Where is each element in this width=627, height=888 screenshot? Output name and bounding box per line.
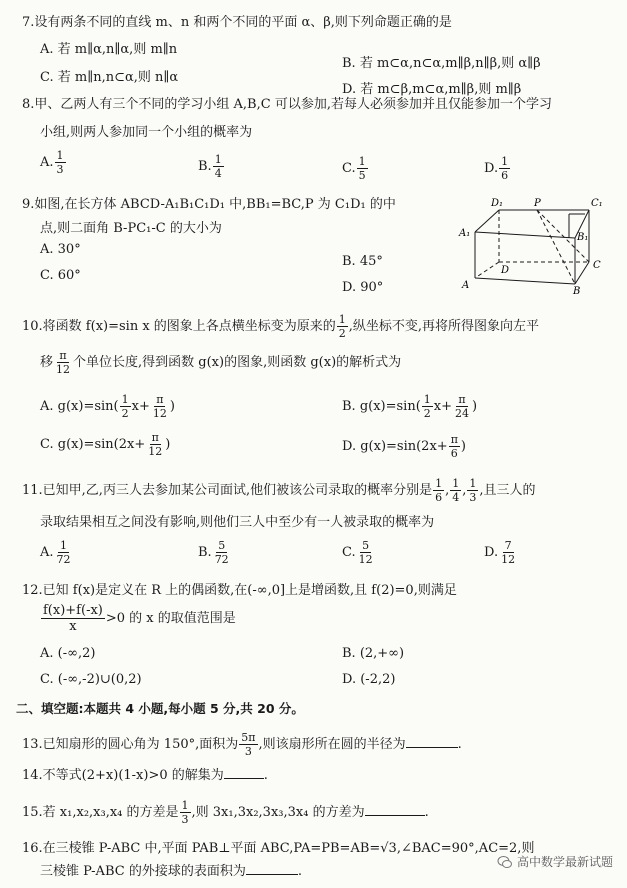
q14: 14.不等式(2+x)(1-x)>0 的解集为 . — [22, 768, 268, 783]
q15: 15.若 x₁,x₂,x₃,x₄ 的方差是 $\frac{1}{3}$ ,则 3x₁,3x₂,3x₃,3x₄ 的方差为 . — [22, 799, 429, 826]
q7-option-a: A. 若 m∥α,n∥α,则 m∥n — [40, 42, 178, 57]
q11-option-b: B. $\frac{5}{72}$ — [198, 539, 229, 566]
q13-answer-blank[interactable] — [406, 735, 458, 748]
q10-stem-line1: 10.将函数 f(x)=sin x 的图象上各点横坐标变为原来的 $\frac{1}{2}$ ,纵坐标不变,再将所得图象向左平 — [22, 313, 540, 340]
cuboid-figure — [455, 196, 615, 296]
q7-option-c: C. 若 m∥n,n⊂α,则 n∥α — [40, 70, 179, 85]
label-d1: D₁ — [491, 198, 504, 209]
q12-stem-line1: 12.已知 f(x)是定义在 R 上的偶函数,在(-∞,0]上是增函数,且 f(2)=0,则满足 — [22, 583, 457, 598]
q12-option-a: A. (-∞,2) — [40, 646, 96, 661]
q16-line2: 三棱锥 P-ABC 的外接球的表面积为 . — [40, 864, 302, 879]
q9-option-b: B. 45° — [342, 254, 383, 269]
label-a: A — [462, 280, 470, 291]
q15-answer-blank[interactable] — [365, 803, 425, 816]
label-d: D — [501, 265, 510, 276]
q8-stem-line1: 8.甲、乙两人有三个不同的学习小组 A,B,C 可以参加,若每人必须参加并且仅能参加一个学习 — [22, 97, 552, 112]
q9-option-c: C. 60° — [40, 268, 81, 283]
q8-stem-line2: 小组,则两人参加同一个小组的概率为 — [40, 125, 253, 140]
q9-stem-line2: 点,则二面角 B-PC₁-C 的大小为 — [40, 221, 222, 236]
q16-line1: 16.在三棱锥 P-ABC 中,平面 PAB⊥平面 ABC,PA=PB=AB=√3,∠BAC=90°,AC=2,则 — [22, 841, 535, 856]
q9-option-d: D. 90° — [342, 280, 384, 295]
label-p: P — [534, 198, 541, 209]
label-c: C — [593, 260, 601, 271]
q10-option-c: C. g(x)=sin(2x+ $\frac{\pi}{12}$ ) — [40, 431, 171, 458]
q12-stem-line2: $\frac{f(x)+f(-x)}{x}$ >0 的 x 的取值范围是 — [43, 603, 236, 634]
watermark-text: 高中数学最新试题 — [516, 855, 613, 869]
q9-stem-line1: 9.如图,在长方体 ABCD-A₁B₁C₁D₁ 中,BB₁=BC,P 为 C₁D₁ 的中 — [22, 197, 396, 212]
q11-stem-line2: 录取结果相互之间没有影响,则他们三人中至少有一人被录取的概率为 — [40, 515, 435, 530]
q14-answer-blank[interactable] — [224, 766, 264, 779]
q7-option-b: B. 若 m⊂α,n⊂α,m∥β,n∥β,则 α∥β — [342, 56, 541, 71]
label-b1: B₁ — [577, 232, 589, 243]
q8-option-d: D. $\frac{1}{6}$ — [484, 155, 509, 182]
watermark — [497, 853, 613, 870]
q7-option-d: D. 若 m⊂β,m⊂α,m∥β,则 m∥β — [342, 82, 522, 97]
q10-option-b: B. g(x)=sin( $\frac{1}{2}$ x+ $\frac{\pi}{24}$ ) — [342, 393, 478, 420]
q16-answer-blank[interactable] — [246, 862, 298, 875]
q8-option-a: A. $\frac{1}{3}$ — [40, 149, 64, 176]
q11-option-a: A. $\frac{1}{72}$ — [40, 539, 71, 566]
q9-option-a: A. 30° — [40, 242, 81, 257]
q10-option-d: D. g(x)=sin(2x+ $\frac{\pi}{6}$ ) — [342, 433, 466, 460]
wechat-icon — [497, 854, 513, 870]
q10-stem-line2: 移 $\frac{\pi}{12}$ 个单位长度,得到函数 g(x)的图象,则函数 g(x)的解析式为 — [40, 349, 402, 376]
q8-option-c: C. $\frac{1}{5}$ — [342, 155, 366, 182]
q12-option-d: D. (-2,2) — [342, 672, 396, 687]
q12-option-b: B. (2,+∞) — [342, 646, 405, 661]
label-a1: A₁ — [459, 228, 471, 239]
q12-option-c: C. (-∞,-2)∪(0,2) — [40, 672, 142, 687]
label-c1: C₁ — [591, 198, 603, 209]
q10-option-a: A. g(x)=sin( $\frac{1}{2}$ x+ $\frac{\pi}{12}$ ) — [40, 393, 175, 420]
q11-stem-line1: 11.已知甲,乙,丙三人去参加某公司面试,他们被该公司录取的概率分别是 $\frac{1}{6}$ , $\frac{1}{4}$ , $\frac{1}{3}$ ,且三人的 — [22, 477, 536, 504]
q8-option-b: B. $\frac{1}{4}$ — [198, 153, 222, 180]
q11-option-d: D. $\frac{7}{12}$ — [484, 539, 516, 566]
section-fill-in-title: 二、填空题:本题共 4 小题,每小题 5 分,共 20 分。 — [16, 701, 304, 716]
q7-stem: 7.设有两条不同的直线 m、n 和两个不同的平面 α、β,则下列命题正确的是 — [22, 15, 452, 30]
q13: 13.已知扇形的圆心角为 150°,面积为 $\frac{5\pi}{3}$ ,则该扇形所在圆的半径为 . — [22, 731, 462, 758]
q11-option-c: C. $\frac{5}{12}$ — [342, 539, 373, 566]
label-b: B — [573, 286, 581, 296]
